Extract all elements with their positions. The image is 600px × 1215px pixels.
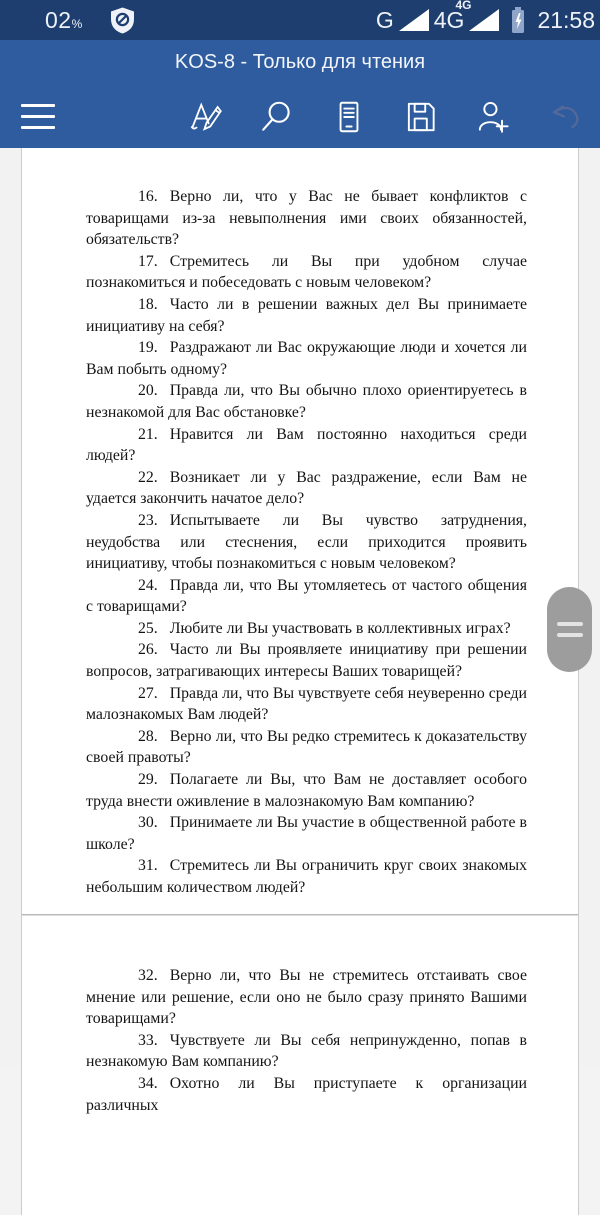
toolbar-icons: [170, 97, 600, 137]
question-text: Любите ли Вы участвовать в коллективных играх?: [169, 619, 511, 637]
question-paragraph: [86, 639, 527, 682]
question-number: 19.: [138, 339, 158, 357]
question-paragraph: [86, 726, 527, 769]
document-scroll-area[interactable]: [0, 148, 600, 1114]
question-text: Верно ли, что Вы не стремитесь отстаивать свое мнение или решение, если оно не было сразу принято Вашими товарищами?: [86, 967, 527, 1028]
signal-triangle-icon: [455, 0, 499, 31]
question-number: 24.: [138, 576, 158, 594]
question-number: 26.: [138, 641, 158, 659]
question-number: 16.: [138, 188, 158, 205]
question-paragraph: [86, 424, 527, 467]
question-text: Часто ли Вы проявляете инициативу при решении вопросов, затрагивающих интересы Ваших товарищей?: [86, 641, 527, 681]
question-text: Верно ли, что у Вас не бывает конфликтов с товарищами из-за невыполнения ими своих обязанностей, обязательств?: [86, 188, 527, 249]
question-number: 28.: [138, 727, 158, 745]
question-text: Испытываете ли Вы чувство затруднения, неудобства или стеснения, если приходится проявить инициативу, чтобы познакомиться с новым человеком?: [86, 511, 527, 573]
question-text: Полагаете ли Вы, что Вам не доставляет особого труда внести оживление в малознакомую Вам компанию?: [86, 771, 527, 810]
document-page-2: [21, 915, 579, 1215]
question-paragraph: [86, 337, 527, 380]
app-bar: [0, 40, 600, 148]
question-number: 27.: [138, 684, 158, 702]
status-bar: [0, 0, 600, 40]
question-text: Раздражают ли Вас окружающие люди и хочется ли Вам побыть одному?: [86, 339, 527, 378]
question-text: Верно ли, что Вы редко стремитесь к доказательству своей правоты?: [86, 727, 527, 767]
question-paragraph: [86, 769, 527, 812]
question-number: 30.: [138, 814, 158, 832]
question-number: 18.: [138, 295, 158, 313]
question-number: 22.: [138, 468, 158, 486]
question-text: Правда ли, что Вы чувствуете себя неуверенно среди малознакомых Вам людей?: [86, 684, 527, 724]
question-text: Стремитесь ли Вы ограничить круг своих знакомых небольшим количеством людей?: [86, 857, 527, 896]
question-paragraph: [86, 855, 527, 898]
search-button[interactable]: [257, 97, 297, 137]
battery-charging-icon: [510, 7, 526, 34]
scrollbar-handle[interactable]: [547, 587, 592, 672]
question-number: 34.: [138, 1074, 158, 1092]
undo-button[interactable]: [544, 97, 584, 137]
question-number: 23.: [138, 511, 158, 529]
magnifier-icon: [258, 98, 296, 136]
question-text: Часто ли в решении важных дел Вы принимаете инициативу на себя?: [86, 295, 527, 335]
toolbar: [0, 85, 600, 148]
shield-block-icon: [109, 6, 136, 35]
question-text: Охотно ли Вы приступаете к организации различных: [86, 1074, 527, 1114]
question-paragraph: [86, 467, 527, 510]
question-text: Возникает ли у Вас раздражение, если Вам не удается закончить начатое дело?: [86, 468, 527, 508]
question-text: Чувствуете ли Вы себя непринужденно, попав в незнакомую Вам компанию?: [86, 1031, 527, 1071]
question-paragraph: [86, 380, 527, 423]
share-button[interactable]: [472, 97, 512, 137]
question-paragraph: [86, 965, 527, 1030]
floppy-disk-icon: [402, 98, 440, 136]
question-text: Правда ли, что Вы обычно плохо ориентируетесь в незнакомой для Вас обстановке?: [86, 382, 527, 421]
question-number: 31.: [138, 857, 158, 875]
hamburger-icon: [21, 104, 55, 107]
question-number: 21.: [138, 425, 158, 443]
document-page-1: [21, 148, 579, 915]
question-text: Стремитесь ли Вы при удобном случае познакомиться и побеседовать с новым человеком?: [86, 252, 527, 292]
question-paragraph: [86, 1030, 527, 1073]
question-number: 33.: [138, 1031, 158, 1049]
document-view-icon: [330, 98, 368, 136]
edit-pen-icon: [187, 98, 225, 136]
question-text: Принимаете ли Вы участие в общественной работе в школе?: [86, 814, 527, 853]
question-paragraph: [86, 812, 527, 855]
menu-button[interactable]: [20, 104, 56, 129]
question-text: Правда ли, что Вы утомляетесь от частого общения с товарищами?: [86, 576, 527, 616]
scrollbar-grip-line: [557, 622, 583, 626]
question-paragraph: [86, 186, 527, 251]
clock-time: 21:58: [537, 6, 595, 33]
question-number: 32.: [138, 967, 158, 984]
edit-mode-button[interactable]: [186, 97, 226, 137]
battery-percent: 02%: [45, 6, 83, 33]
signal-triangle-icon: [399, 9, 429, 31]
title-row: [0, 40, 600, 85]
save-button[interactable]: [401, 97, 441, 137]
question-paragraph: [86, 618, 527, 640]
question-paragraph: [86, 683, 527, 726]
network-type-g: G: [375, 6, 394, 33]
question-paragraph: [86, 251, 527, 294]
network-badge-4g: 4G: [455, 0, 472, 12]
question-text: Нравится ли Вам постоянно находиться среди людей?: [86, 425, 527, 465]
network-type-4g: 4G: [433, 6, 465, 33]
question-paragraph: [86, 1073, 527, 1116]
undo-arrow-icon: [545, 98, 583, 136]
question-paragraph: [86, 294, 527, 337]
question-paragraph: [86, 575, 527, 618]
question-number: 17.: [138, 252, 158, 270]
question-number: 20.: [138, 382, 158, 400]
question-number: 29.: [138, 771, 158, 789]
question-paragraph: [86, 510, 527, 575]
scrollbar-grip-line: [557, 633, 583, 637]
mobile-view-button[interactable]: [329, 97, 369, 137]
page-title: KOS-8 - Только для чтения: [174, 51, 426, 73]
person-plus-icon: [473, 98, 511, 136]
question-number: 25.: [138, 619, 158, 637]
